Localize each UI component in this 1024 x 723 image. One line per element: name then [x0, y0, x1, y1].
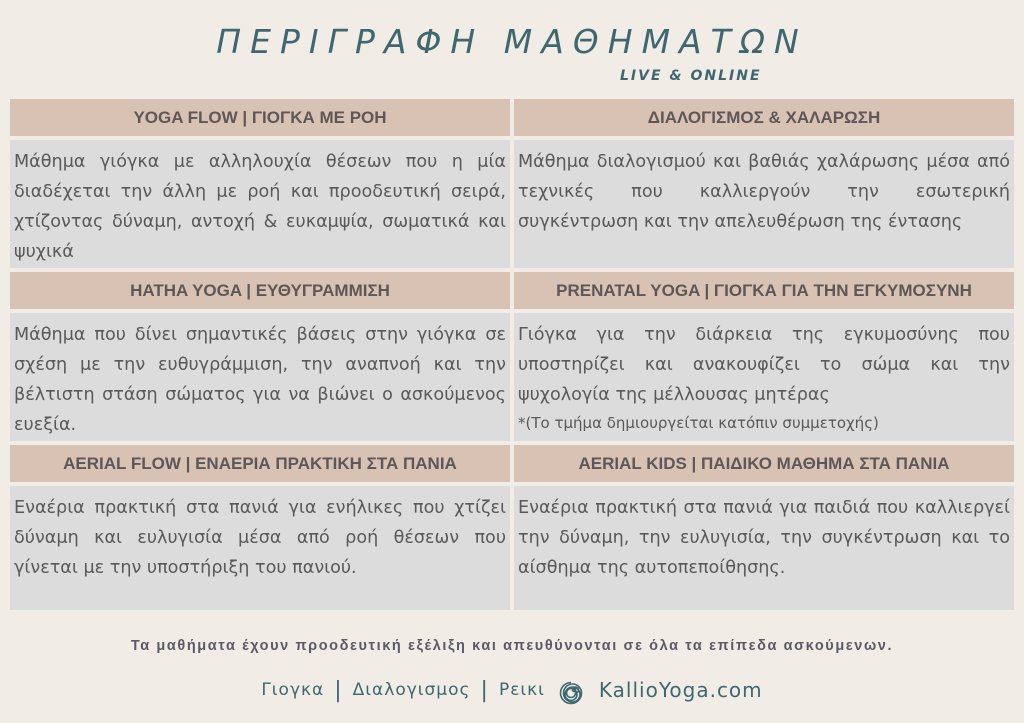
class-title-meditation: ΔΙΑΛΟΓΙΣΜΟΣ & ΧΑΛΑΡΩΣΗ [514, 99, 1014, 136]
spiral-icon [559, 675, 589, 705]
footer-separator: | [480, 677, 489, 703]
page-subtitle: LIVE & ONLINE [620, 68, 762, 84]
class-title-aerial-flow: AERIAL FLOW | ΕΝΑΕΡΙΑ ΠΡΑΚΤΙΚΗ ΣΤΑ ΠΑΝΙΑ [10, 445, 510, 482]
tagline: Τα μαθήματα έχουν προοδευτική εξέλιξη και απευθύνονται σε όλα τα επίπεδα ασκούμενων. [130, 638, 894, 654]
website-link[interactable]: KallioYoga.com [598, 678, 763, 702]
prenatal-note: *(Το τμήμα δημιουργείται κατόπιν συμμετοχής) [518, 414, 879, 432]
class-title-yoga-flow: YOGA FLOW | ΓΙΟΓΚΑ ΜΕ ΡΟΗ [10, 99, 510, 136]
footer-separator: | [334, 677, 343, 703]
page-title: ΠΕΡΙΓΡΑΦΗ ΜΑΘΗΜΑΤΩΝ [216, 22, 808, 61]
class-description-aerial-kids: Εναέρια πρακτική στα πανιά για παιδιά που καλλιεργεί την δύναμη, την ευλυγισία, την συγκέντρωση και το αίσθημα της αυτοπεποίθησης. [514, 486, 1014, 610]
footer-item-yoga: Γιογκα [261, 680, 325, 700]
prenatal-description-text: Γιόγκα για την διάρκεια της εγκυμοσύνης που υποστηρίζει και ανακουφίζει το σώμα και την ψυχολογία της μέλλουσας μητέρας [518, 325, 1010, 405]
class-description-aerial-flow: Εναέρια πρακτική στα πανιά για ενήλικες που χτίζει δύναμη και ευλυγισία μέσα από ροή θέσεων που γίνεται με την υποστήριξη του πανιού. [10, 486, 510, 610]
class-description-hatha-yoga: Μάθημα που δίνει σημαντικές βάσεις στην γιόγκα σε σχέση με την ευθυγράμμιση, την αναπνοή και την βέλτιστη στάση σώματος για να βιώνει ο ασκούμενος ευεξία. [10, 313, 510, 441]
footer [0, 675, 1024, 705]
class-title-prenatal-yoga: PRENATAL YOGA | ΓΙΟΓΚΑ ΓΙΑ ΤΗΝ ΕΓΚΥΜΟΣΥΝΗ [514, 272, 1014, 309]
footer-item-reiki: Ρεικι [498, 680, 545, 700]
footer-item-meditation: Διαλογισμος [352, 680, 471, 700]
class-description-meditation: Μάθημα διαλογισμού και βαθιάς χαλάρωσης μέσα από τεχνικές που καλλιεργούν την εσωτερική συγκέντρωση και την απελευθέρωση της έντασης [514, 140, 1014, 268]
class-description-yoga-flow: Μάθημα γιόγκα με αλληλουχία θέσεων που η μία διαδέχεται την άλλη με ροή και προοδευτική σειρά, χτίζοντας δύναμη, αντοχή & ευκαμψία, σωματικά και ψυχικά [10, 140, 510, 268]
classes-grid [10, 99, 1014, 610]
class-title-hatha-yoga: HATHA YOGA | ΕΥΘΥΓΡΑΜΜΙΣΗ [10, 272, 510, 309]
class-description-prenatal-yoga [514, 313, 1014, 441]
class-title-aerial-kids: AERIAL KIDS | ΠΑΙΔΙΚΟ ΜΑΘΗΜΑ ΣΤΑ ΠΑΝΙΑ [514, 445, 1014, 482]
